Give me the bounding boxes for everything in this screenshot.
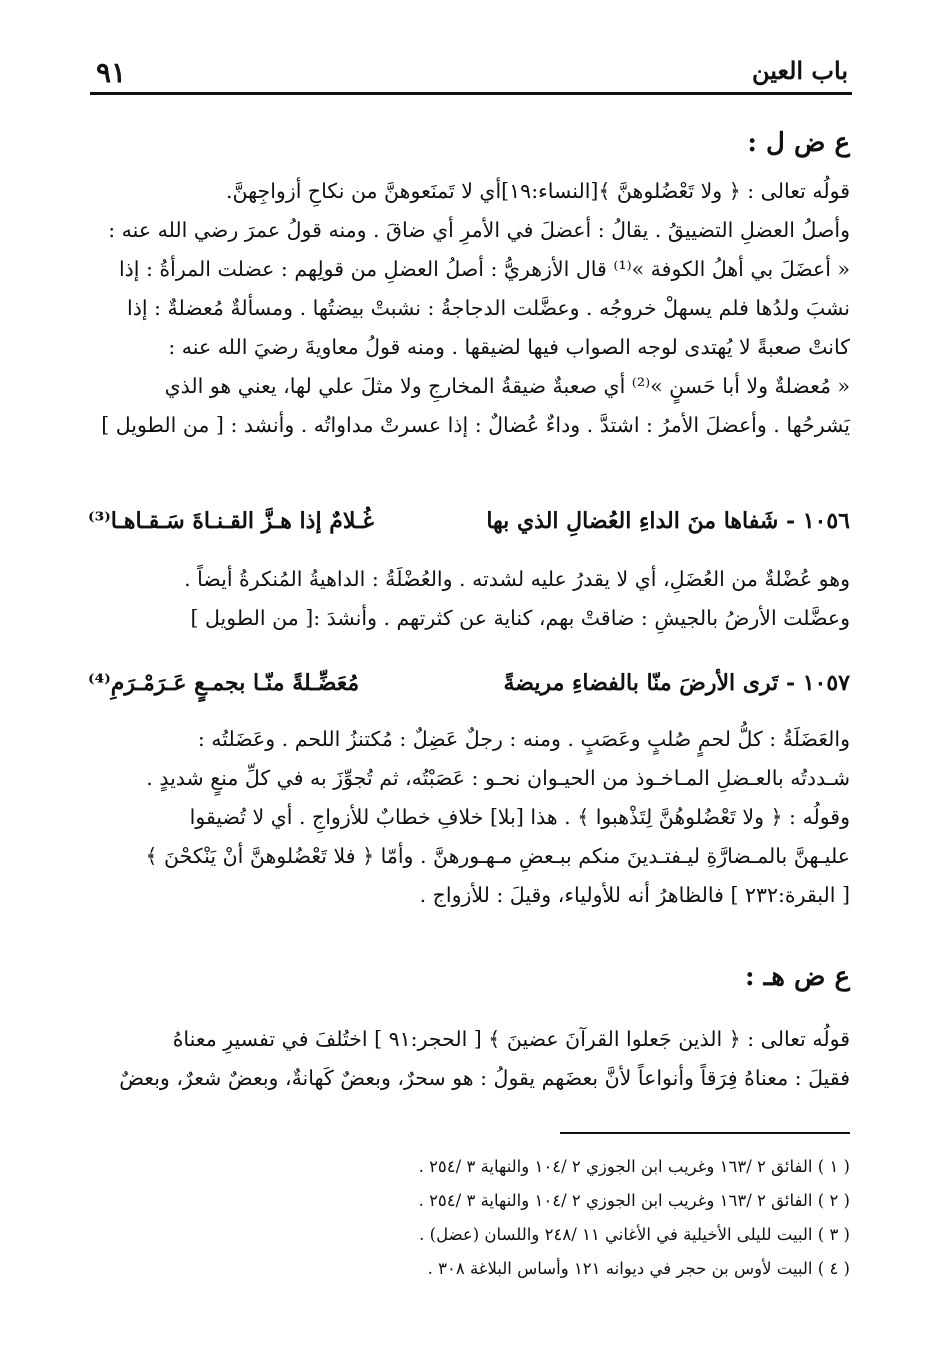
verse-first-hemistich: ١٠٥٧ - تَرى الأرضَ منّا بالفضاءِ مريضةً (503, 670, 850, 696)
text-line: « مُعضلةٌ ولا أبا حَسنٍ »⁽²⁾ أي صعبةٌ ضيقةُ المخارجِ ولا مثلَ علي لها، يعني هو الذي (164, 374, 850, 398)
text-line: وهو عُضْلةٌ من العُضَلِ، أي لا يقدرُ عليه لشدته . والعُضْلَةُ : الداهيةُ المُنكرةُ أيضاً . (184, 567, 850, 591)
text-line: وأصلُ العضلِ التضييقُ . يقالُ : أعضلَ في الأمرِ أي ضاقَ . ومنه قولُ عمرَ رضي الله عنه : (108, 218, 850, 242)
verse-first-hemistich: ١٠٥٦ - شَفاها منَ الداءِ العُضالِ الذي بها (486, 508, 850, 534)
page-number: ٩١ (96, 56, 127, 89)
verse-number: ١٠٥٦ (802, 508, 850, 534)
text-line: وعضَّلت الأرضُ بالجيشِ : ضاقتْ بهم، كناية عن كثرتهم . وأنشدَ :[ من الطويل ] (190, 606, 850, 630)
paragraph-2 (88, 560, 850, 638)
verse-second-hemistich: غُـلامٌ إذا هـزَّ القـنـاةَ سَـقـاهـا⁽³⁾ (88, 508, 374, 534)
paragraph-3 (88, 720, 850, 915)
text-line: « أعضَلَ بي أهلُ الكوفة »⁽¹⁾ قال الأزهريُّ : أصلُ العضلِ من قولِهم : عضلت المرأةُ : إذا (118, 257, 850, 281)
text-line: فقيلَ : معناهُ فِرَقاً وأنواعاً لأنَّ بعضَهم يقولُ : هو سحرٌ، وبعضٌ كَهانةٌ، وبعضٌ شعرٌ، وبعضٌ (119, 1066, 850, 1090)
text-line: نشبَ ولدُها فلم يسهلْ خروجُه . وعضَّلت الدجاجةُ : نشبتْ بيضتُها . ومسألةٌ مُعضلةٌ : إذا (127, 296, 850, 320)
footnote: ( ٣ ) البيت لليلى الأخيلية في الأغاني ١١ /٢٤٨ واللسان (عضل) . (419, 1225, 850, 1244)
verse-second-hemistich: مُعَضِّـلةً منّـا بجمـعٍ عَـرَمْـرَمِ⁽⁴⁾ (88, 670, 360, 696)
root-heading-ayn-dad-ha: ع ض هـ : (744, 962, 850, 992)
paragraph-1 (88, 172, 850, 445)
verse-text: تَرى الأرضَ منّا بالفضاءِ مريضةً (503, 670, 779, 696)
footnote: ( ١ ) الفائق ٢ /١٦٣ وغريب ابن الجوزي ٢ /١٠٤ والنهاية ٣ /٢٥٤ . (418, 1157, 850, 1176)
running-title: باب العين (751, 56, 848, 85)
verse-1056 (88, 502, 850, 546)
text-line: يَشرحُها . وأعضلَ الأمرُ : اشتدَّ . وداءٌ عُضالٌ : إذا عسرتْ مداواتُه . وأنشد : [ من الطويل ] (101, 413, 850, 437)
text-line: والعَضَلَةُ : كلُّ لحمٍ صُلبٍ وعَصَبٍ . ومنه : رجلٌ عَضِلٌ : مُكتنزُ اللحم . وعَضَلتُه : (197, 727, 850, 751)
text-line: كانتْ صعبةً لا يُهتدى لوجه الصواب فيها لضيقها . ومنه قولُ معاويةَ رضيَ الله عنه : (168, 335, 850, 359)
footnote-divider (560, 1132, 850, 1134)
verse-1057 (88, 664, 850, 708)
verse-number: ١٠٥٧ (802, 670, 850, 696)
paragraph-4 (88, 1020, 850, 1098)
text-line: قولُه تعالى : ﴿ الذين جَعلوا القرآنَ عضينَ ﴾ [ الحجر:٩١ ] اختُلفَ في تفسيرِ معناهُ (172, 1027, 850, 1051)
text-line: عليـهنَّ بالمـضارَّةِ ليـفتـدينَ منكم ببـعضِ مـهـورهنَّ . وأمّا ﴿ فلا تَعْضُلوهنَّ أنْ يَنْكحْنَ ﴾ (145, 844, 850, 868)
text-line: وقولُه : ﴿ ولا تَعْضُلوهُنَّ لِتَذْهبوا ﴾ . هذا [بلا] خلافِ خطابٌ للأزواجِ . أي لا تُضيقوا (189, 805, 850, 829)
page-header (90, 52, 852, 95)
root-heading-ayn-dad-lam: ع ض ل : (747, 128, 850, 158)
footnote: ( ٢ ) الفائق ٢ /١٦٣ وغريب ابن الجوزي ٢ /١٠٤ والنهاية ٣ /٢٥٤ . (418, 1191, 850, 1210)
text-line: [ البقرة:٢٣٢ ] فالظاهرُ أنه للأولياء، وقيلَ : للأزواج . (419, 883, 850, 907)
footnotes (88, 1150, 850, 1286)
text-line: شـددتُه بالعـضلِ المـاخـوذ من الحيـوان نحـو : عَصَبْتُه، ثم تُجوِّزَ به في كلِّ منعٍ شديدٍ . (146, 766, 850, 790)
verse-text: شَفاها منَ الداءِ العُضالِ الذي بها (486, 508, 779, 534)
footnote: ( ٤ ) البيت لأوس بن حجر في ديوانه ١٢١ وأساس البلاغة ٣٠٨ . (427, 1259, 850, 1278)
text-line: قولُه تعالى : ﴿ ولا تَعْضُلوهنَّ ﴾[النساء:١٩]أي لا تَمنَعوهنَّ من نكاحِ أزواجِهنَّ. (225, 179, 850, 203)
